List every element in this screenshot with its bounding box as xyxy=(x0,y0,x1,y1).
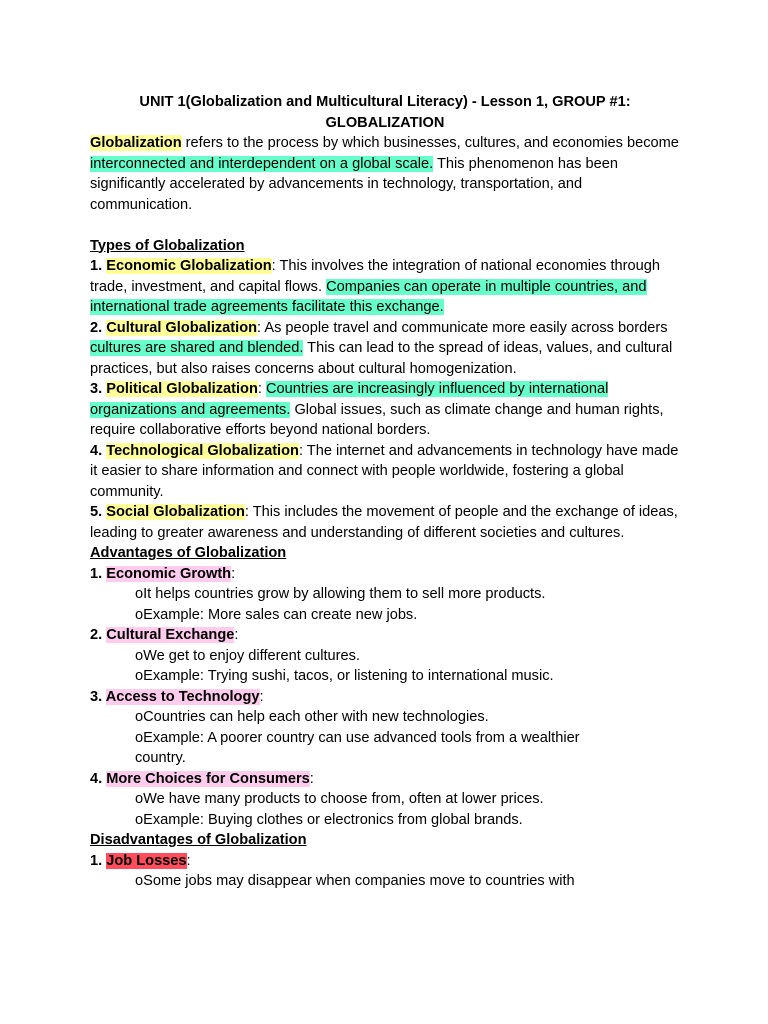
disadvantages-heading: Disadvantages of Globalization xyxy=(90,832,307,848)
type-number: 1. xyxy=(90,258,107,274)
advantage-sub-item: oExample: More sales can create new jobs. xyxy=(135,606,418,623)
type-number: 4. xyxy=(90,442,107,459)
advantage-item-economic-growth xyxy=(90,564,680,585)
advantage-colon: : xyxy=(234,627,239,643)
intro-term: Globalization xyxy=(90,135,182,151)
advantage-sub-item: oExample: A poorer country can use advanced tools from a wealthier country. xyxy=(135,729,580,766)
advantage-number: 1. xyxy=(90,565,107,582)
disadvantage-colon: : xyxy=(186,852,191,869)
type-text: : The internet and advancements in technology have made it easier to share information and connect with people worldwide, fostering a global community. xyxy=(90,442,679,500)
advantage-item-cultural-exchange xyxy=(90,625,680,646)
type-highlight: Companies can operate in multiple countries, and international trade agreements facilitate this exchange. xyxy=(90,278,647,315)
type-highlight: Countries are increasingly influenced by international organizations and agreements. xyxy=(90,381,609,418)
advantage-item-access-to-technology xyxy=(90,687,680,708)
disadvantage-term: Job Losses xyxy=(106,852,187,869)
type-text: : xyxy=(257,381,266,397)
advantages-heading: Advantages of Globalization xyxy=(90,545,287,561)
type-highlight: cultures are shared and blended. xyxy=(90,340,304,356)
intro-text-1: refers to the process by which businesses, cultures, and economies become xyxy=(181,135,679,151)
type-text: : This includes the movement of people and the exchange of ideas, leading to greater awareness and understanding of different societies and cultures. xyxy=(90,504,678,541)
type-text: : As people travel and communicate more easily across borders xyxy=(257,319,668,336)
disadvantage-item-job-losses xyxy=(90,851,680,872)
type-text-2: Global issues, such as climate change and human rights, require collaborative efforts beyond national borders. xyxy=(90,401,664,438)
advantage-term: Access to Technology xyxy=(105,688,260,705)
advantage-term: Cultural Exchange xyxy=(106,627,235,643)
advantage-sub-item: oWe get to enjoy different cultures. xyxy=(135,647,360,664)
type-number: 3. xyxy=(90,381,107,397)
advantage-term: More Choices for Consumers xyxy=(106,770,310,787)
advantage-number: 2. xyxy=(90,627,107,643)
type-term: Economic Globalization xyxy=(106,258,272,274)
title-line-2: GLOBALIZATION xyxy=(325,114,445,131)
advantage-number: 3. xyxy=(90,688,106,705)
disadvantage-sub-item: oSome jobs may disappear when companies move to countries with xyxy=(135,873,575,889)
advantage-sub-item: oWe have many products to choose from, often at lower prices. xyxy=(135,791,544,807)
advantage-colon: : xyxy=(231,565,236,582)
type-term: Technological Globalization xyxy=(106,442,299,459)
spacer xyxy=(90,215,680,236)
types-heading: Types of Globalization xyxy=(90,237,245,254)
type-term: Cultural Globalization xyxy=(106,319,258,336)
type-item-technological xyxy=(90,441,680,503)
type-number: 2. xyxy=(90,319,107,336)
intro-text-2: This phenomenon has been significantly accelerated by advancements in technology, transportation, and communication. xyxy=(90,155,618,213)
disadvantage-number: 1. xyxy=(90,852,107,869)
advantage-sub-item: oIt helps countries grow by allowing them to sell more products. xyxy=(135,586,546,602)
type-text-2: This can lead to the spread of ideas, values, and cultural practices, but also raises concerns about cultural homogenization. xyxy=(90,340,673,377)
advantage-colon: : xyxy=(309,770,314,787)
document-title xyxy=(90,92,680,133)
type-item-economic xyxy=(90,256,680,318)
type-text: : This involves the integration of national economies through trade, investment, and capital flows. xyxy=(90,258,660,295)
type-term: Political Globalization xyxy=(106,381,258,397)
advantage-sub-item: oExample: Trying sushi, tacos, or listening to international music. xyxy=(135,668,554,684)
advantage-term: Economic Growth xyxy=(106,565,232,582)
type-item-cultural xyxy=(90,318,680,380)
advantage-item-more-choices xyxy=(90,769,680,790)
type-term: Social Globalization xyxy=(106,504,245,520)
advantage-sub-item: oCountries can help each other with new technologies. xyxy=(135,709,489,725)
title-line-1: UNIT 1(Globalization and Multicultural Literacy) - Lesson 1, GROUP #1: xyxy=(139,94,631,110)
advantage-colon: : xyxy=(259,688,264,705)
document-body xyxy=(90,92,680,892)
intro-highlight: interconnected and interdependent on a global scale. xyxy=(90,155,434,172)
advantage-number: 4. xyxy=(90,770,107,787)
type-item-political xyxy=(90,379,680,441)
intro-paragraph xyxy=(90,133,680,215)
type-number: 5. xyxy=(90,504,107,520)
advantage-sub-item: oExample: Buying clothes or electronics from global brands. xyxy=(135,811,523,828)
type-item-social xyxy=(90,502,680,543)
